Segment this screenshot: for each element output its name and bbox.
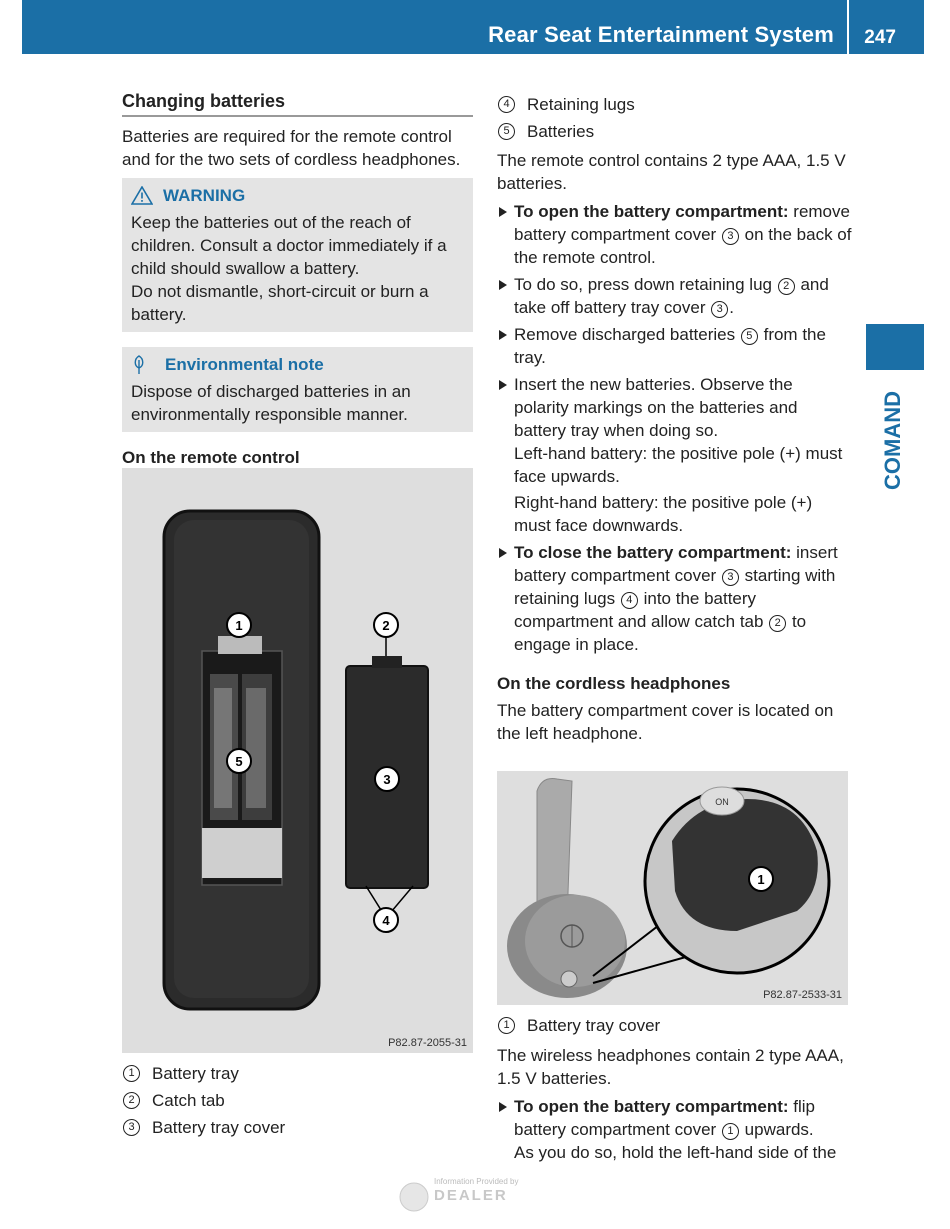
step-ref-number: 3	[722, 569, 739, 586]
legend-label: Catch tab	[152, 1091, 225, 1110]
callout-3	[375, 767, 399, 791]
instruction-step	[497, 373, 852, 537]
step-text: remove battery compartment cover	[514, 202, 850, 244]
remote-heading: On the remote control	[122, 448, 300, 467]
intro-text: Batteries are required for the remote control and for the two sets of cordless headphones.	[122, 127, 461, 169]
step-ref-number: 3	[722, 228, 739, 245]
step-text: Right-hand battery: the positive pole (+) must face downwards.	[514, 493, 813, 535]
legend-number: 5	[498, 123, 515, 140]
instruction-step	[497, 1095, 852, 1164]
step-arrow-icon	[499, 280, 507, 290]
warning-triangle-icon	[131, 186, 153, 205]
callout-5	[227, 749, 251, 773]
page-header	[22, 0, 924, 54]
warning-body: Keep the batteries out of the reach of children. Consult a doctor immediately if a child should swallow a battery.	[131, 213, 447, 278]
environmental-note-body: Dispose of discharged batteries in an environmentally responsible manner.	[131, 382, 411, 424]
svg-text:3: 3	[383, 772, 391, 787]
step-bold: To close the battery compartment:	[514, 543, 792, 562]
page-number: 247	[864, 27, 896, 48]
step-arrow-icon	[499, 548, 507, 558]
dealer-logo-text: DEALER	[434, 1187, 508, 1204]
step-text: To do so, press down retaining lug	[514, 275, 772, 294]
step-text: on the back of the remote control.	[514, 225, 852, 267]
step-text: insert battery compartment cover	[514, 543, 838, 585]
svg-text:5: 5	[235, 754, 243, 769]
instruction-step	[497, 323, 852, 369]
header-divider	[847, 0, 849, 54]
step-text: into the battery compartment and allow catch tab	[514, 589, 764, 631]
legend-item	[122, 1116, 473, 1139]
legend-label: Batteries	[527, 122, 595, 141]
headphones-batteries-text: The wireless headphones contain 2 type AAA, 1.5 V batteries.	[497, 1046, 844, 1088]
step-arrow-icon	[499, 1102, 507, 1112]
legend-item	[497, 120, 852, 143]
step-ref-number: 5	[741, 328, 758, 345]
callout-2	[374, 613, 398, 637]
side-tab-label: COMAND	[880, 391, 905, 490]
warning-title: WARNING	[163, 186, 246, 205]
environmental-note-box	[122, 347, 473, 432]
legend-number: 4	[498, 96, 515, 113]
svg-text:1: 1	[235, 618, 243, 633]
instruction-step	[497, 541, 852, 656]
step-arrow-icon	[499, 207, 507, 217]
step-text: starting with retaining lugs	[514, 566, 836, 608]
side-tab-marker	[866, 324, 924, 370]
step-text: and take off battery tray cover	[514, 275, 829, 317]
dealer-watermark	[398, 1175, 543, 1217]
step-text: Remove discharged batteries	[514, 325, 736, 344]
legend-item	[122, 1062, 473, 1085]
environmental-note-title: Environmental note	[165, 355, 324, 374]
legend-number: 1	[498, 1017, 515, 1034]
section-title: Changing batteries	[122, 90, 473, 117]
step-text: Left-hand battery: the positive pole (+) must face upwards.	[514, 444, 843, 486]
step-arrow-icon	[499, 330, 507, 340]
headphones-heading: On the cordless headphones	[497, 674, 731, 693]
leaf-icon	[131, 355, 155, 375]
legend-number: 2	[123, 1092, 140, 1109]
callout-1	[749, 867, 773, 891]
right-column	[497, 93, 852, 745]
step-ref-number: 1	[722, 1123, 739, 1140]
warning-heading	[131, 184, 464, 207]
provided-by-text: Information Provided by	[434, 1177, 519, 1186]
callout-1	[227, 613, 251, 637]
legend-item	[497, 1014, 852, 1037]
legend-number: 1	[123, 1065, 140, 1082]
step-bold: To open the battery compartment:	[514, 1097, 789, 1116]
instruction-step	[497, 273, 852, 319]
step-text: to engage in place.	[514, 612, 807, 654]
legend-item	[122, 1089, 473, 1112]
legend-item	[497, 93, 852, 116]
headphones-figure	[497, 771, 848, 1005]
step-ref-number: 2	[778, 278, 795, 295]
legend-label: Retaining lugs	[527, 95, 635, 114]
right-column-bottom	[497, 1014, 852, 1168]
step-text: Insert the new batteries. Observe the polarity markings on the batteries and battery tray when doing so.	[514, 375, 798, 440]
figure-code: P82.87-2533-31	[763, 989, 842, 1001]
step-ref-number: 3	[711, 301, 728, 318]
callout-4	[374, 908, 398, 932]
step-arrow-icon	[499, 380, 507, 390]
warning-body-2: Do not dismantle, short-circuit or burn a battery.	[131, 282, 429, 324]
environmental-note-heading	[131, 353, 464, 376]
svg-text:1: 1	[757, 872, 765, 887]
remote-control-illustration	[122, 468, 473, 1053]
legend-label: Battery tray	[152, 1064, 239, 1083]
legend-number: 3	[123, 1119, 140, 1136]
headphones-illustration	[497, 771, 848, 1005]
warning-box	[122, 178, 473, 332]
step-text: upwards.	[744, 1120, 814, 1139]
step-ref-number: 2	[769, 615, 786, 632]
remote-batteries-text: The remote control contains 2 type AAA, 1.5 V batteries.	[497, 151, 846, 193]
legend-label: Battery tray cover	[152, 1118, 286, 1137]
step-bold: To open the battery compartment:	[514, 202, 789, 221]
left-column	[122, 90, 473, 469]
step-ref-number: 4	[621, 592, 638, 609]
svg-text:2: 2	[382, 618, 390, 633]
svg-text:4: 4	[382, 913, 390, 928]
remote-control-figure	[122, 468, 473, 1053]
step-text: flip battery compartment cover	[514, 1097, 816, 1139]
instruction-step	[497, 200, 852, 269]
remote-legend	[122, 1062, 473, 1143]
on-button-label: ON	[715, 797, 729, 807]
figure-code: P82.87-2055-31	[388, 1037, 467, 1049]
step-text: As you do so, hold the left-hand side of the	[514, 1143, 837, 1162]
page-title: Rear Seat Entertainment System	[488, 22, 834, 47]
step-text: .	[729, 298, 734, 317]
headphones-intro: The battery compartment cover is located on the left headphone.	[497, 701, 834, 743]
step-text: from the tray.	[514, 325, 826, 367]
legend-label: Battery tray cover	[527, 1016, 661, 1035]
